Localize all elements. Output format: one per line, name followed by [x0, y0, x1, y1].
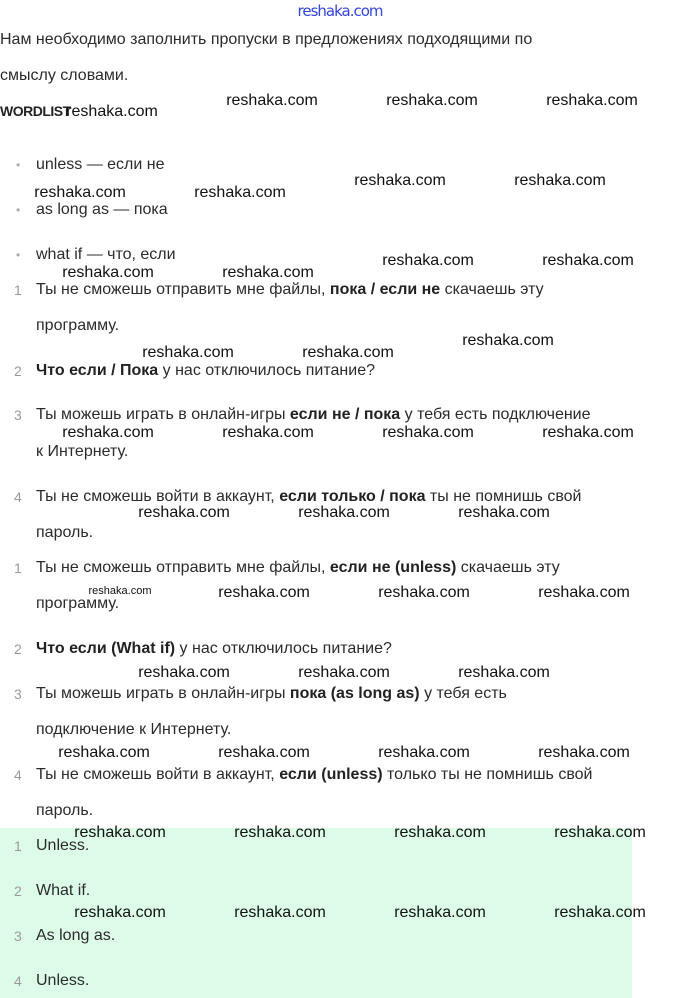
watermark-text: reshaka.com — [538, 744, 630, 761]
sentence-text: скачаешь эту — [440, 281, 544, 298]
sentence-text: Ты не сможешь отправить мне файлы, — [36, 559, 330, 576]
answer-choice: Что если / Пока — [36, 362, 159, 379]
watermark-text: reshaka.com — [542, 252, 634, 269]
watermark-text: reshaka.com — [394, 824, 486, 841]
item-number: 3 — [14, 686, 22, 702]
sentence-line — [36, 639, 392, 659]
watermark-text: reshaka.com — [222, 424, 314, 441]
intro-line-1: Нам необходимо заполнить пропуски в предложениях подходящими по — [0, 31, 533, 48]
watermark-text: reshaka.com — [378, 584, 470, 601]
watermark-text: reshaka.com — [58, 744, 150, 761]
watermark-text: reshaka.com — [298, 664, 390, 681]
bullet-icon: • — [16, 158, 21, 172]
watermark-text: reshaka.com — [546, 92, 638, 109]
intro-line-2: смыслу словами. — [0, 67, 129, 84]
watermark-text: reshaka.com — [226, 92, 318, 109]
watermark-text: reshaka.com — [142, 344, 234, 361]
sentence-line — [36, 594, 119, 614]
answer-choice: если не / пока — [289, 406, 401, 423]
watermark-text: reshaka.com — [194, 184, 286, 201]
watermark-text: reshaka.com — [34, 184, 126, 201]
sentence-text: пароль. — [36, 802, 94, 819]
sentence-text: у тебя есть — [419, 685, 507, 702]
watermark-text: reshaka.com — [66, 103, 158, 120]
answer-choice: пока / если не — [329, 281, 441, 298]
watermark-text: reshaka.com — [538, 584, 630, 601]
item-number: 3 — [14, 407, 22, 423]
watermark-text: reshaka.com — [234, 904, 326, 921]
watermark-text: reshaka.com — [554, 904, 646, 921]
watermark-text: reshaka.com — [354, 172, 446, 189]
sentence-line — [36, 523, 93, 543]
watermark-text: reshaka.com — [234, 824, 326, 841]
sentence-text: у нас отключилось питание? — [158, 362, 375, 379]
watermark-text: reshaka.com — [302, 344, 394, 361]
watermark-text: reshaka.com — [62, 424, 154, 441]
watermark-text: reshaka.com — [74, 824, 166, 841]
watermark-text: reshaka.com — [514, 172, 606, 189]
item-number: 2 — [14, 363, 22, 379]
sentence-text: Ты можешь играть в онлайн-игры — [36, 685, 290, 702]
wordlist-heading: WORDLIST — [0, 103, 71, 119]
sentence-text: подключение к Интернету. — [36, 721, 232, 738]
sentence-text: к Интернету. — [36, 443, 129, 460]
watermark-text: reshaka.com — [462, 332, 554, 349]
sentence-text: Ты не сможешь войти в аккаунт, — [36, 488, 280, 505]
sentence-line — [36, 684, 507, 704]
sentence-text: Ты можешь играть в онлайн-игры — [36, 406, 290, 423]
item-number: 4 — [14, 973, 22, 989]
watermark-text: reshaka.com — [394, 904, 486, 921]
sentence-line — [36, 765, 592, 785]
sentence-line — [36, 442, 128, 462]
watermark-text: reshaka.com — [222, 264, 314, 281]
answer-text: As long as. — [36, 927, 116, 944]
sentence-text: Ты не сможешь войти в аккаунт, — [36, 766, 280, 783]
sentence-line — [36, 801, 93, 821]
bullet-icon: • — [16, 203, 21, 217]
wordlist-item: what if — что, если — [36, 246, 176, 263]
watermark-text: reshaka.com — [218, 584, 310, 601]
watermark-text: reshaka.com — [378, 744, 470, 761]
sentence-text: скачаешь эту — [456, 559, 560, 576]
sentence-text: программу. — [36, 317, 120, 334]
answer-text: What if. — [36, 882, 91, 899]
answer-choice: если только / пока — [279, 488, 426, 505]
sentence-line — [36, 405, 591, 425]
sentence-text: только ты не помнишь свой — [382, 766, 593, 783]
watermark-text: reshaka.com — [386, 92, 478, 109]
sentence-line — [36, 316, 119, 336]
item-number: 1 — [14, 560, 22, 576]
bullet-icon: • — [16, 248, 21, 262]
item-number: 1 — [14, 838, 22, 854]
watermark-text: reshaka.com — [138, 664, 230, 681]
sentence-line — [36, 361, 375, 381]
watermark-text: reshaka.com — [458, 664, 550, 681]
watermark-text: reshaka.com — [542, 424, 634, 441]
watermark-text: reshaka.com — [138, 504, 230, 521]
item-number: 4 — [14, 767, 22, 783]
sentence-text: пароль. — [36, 524, 94, 541]
watermark-text: reshaka.com — [62, 264, 154, 281]
answer-choice: Что если (What if) — [36, 640, 176, 657]
answer-choice: если (unless) — [279, 766, 383, 783]
watermark-text: reshaka.com — [382, 252, 474, 269]
answer-choice: пока (as long as) — [289, 685, 420, 702]
answer-text: Unless. — [36, 837, 90, 854]
item-number: 4 — [14, 489, 22, 505]
answer-text: Unless. — [36, 972, 90, 989]
sentence-text: Ты не сможешь отправить мне файлы, — [36, 281, 330, 298]
sentence-text: у тебя есть подключение — [400, 406, 591, 423]
item-number: 2 — [14, 641, 22, 657]
sentence-text: программу. — [36, 595, 120, 612]
item-number: 1 — [14, 282, 22, 298]
sentence-text: у нас отключилось питание? — [175, 640, 392, 657]
watermark-text: reshaka.com — [458, 504, 550, 521]
watermark-text: reshaka.com — [298, 504, 390, 521]
wordlist-item: unless — если не — [36, 156, 165, 173]
watermark-text: reshaka.com — [382, 424, 474, 441]
wordlist-item: as long as — пока — [36, 201, 168, 218]
sentence-line — [36, 558, 560, 578]
answer-choice: если не (unless) — [329, 559, 457, 576]
watermark-text: reshaka.com — [74, 904, 166, 921]
item-number: 3 — [14, 928, 22, 944]
sentence-text: ты не помнишь свой — [425, 488, 582, 505]
watermark-text: reshaka.com — [218, 744, 310, 761]
item-number: 2 — [14, 883, 22, 899]
sentence-line — [36, 280, 544, 300]
watermark-text: reshaka.com — [554, 824, 646, 841]
site-watermark-link[interactable]: reshaka.com — [297, 2, 383, 20]
watermark-text: reshaka.com — [88, 585, 152, 597]
sentence-line — [36, 720, 231, 740]
